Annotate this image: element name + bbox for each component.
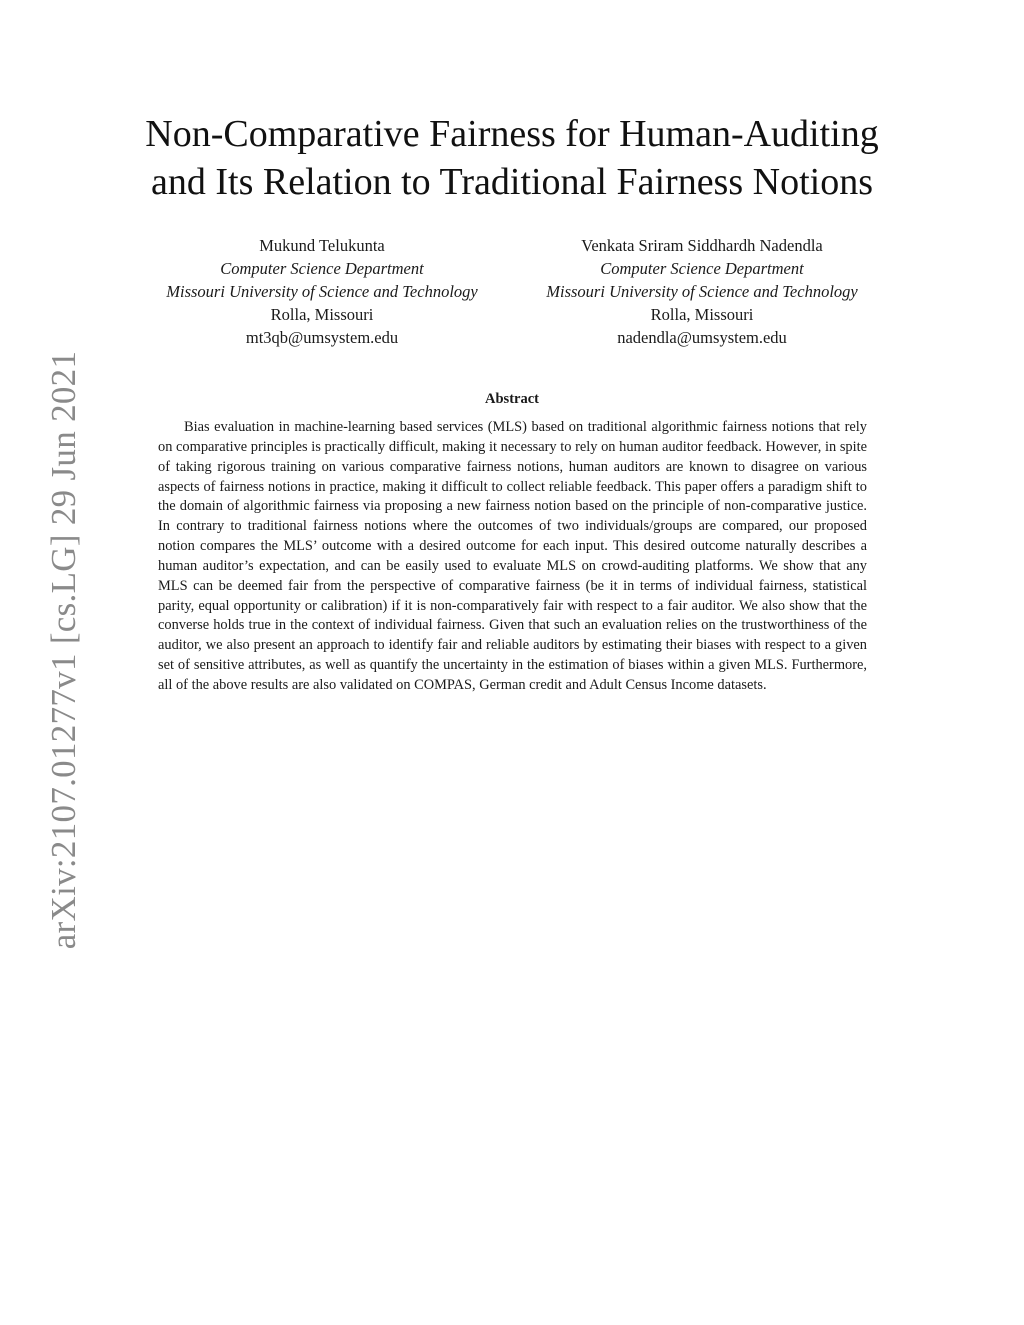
author-email: nadendla@umsystem.edu	[617, 328, 787, 347]
abstract-text: Bias evaluation in machine-learning based services (MLS) based on traditional algorithmic fairness notions that rely on comparative principles is practically difficult, making it necessary to rely on human auditor feedback. However, in spite of taking rigorous training on various comparative fairness notions, human auditors are known to disagree on various aspects of fairness notions in practice, making it difficult to collect reliable feedback. This paper offers a paradigm shift to the domain of algorithmic fairness via proposing a new fairness notion based on the principle of non-comparative justice. In contrary to traditional fairness notions where the outcomes of two individuals/groups are compared, our proposed notion compares the MLS’ outcome with a desired outcome for each input. This desired outcome naturally describes a human auditor’s expectation, and can be easily used to evaluate MLS on crowd-auditing platforms. We show that any MLS can be deemed fair from the perspective of comparative fairness (be it in terms of individual fairness, statistical parity, equal opportunity or calibration) if it is non-comparatively fair with respect to a fair auditor. We also show that the converse holds true in the context of individual fairness. Given that such an evaluation relies on the trustworthiness of the auditor, we also present an approach to identify fair and reliable auditors by estimating their biases with respect to a given set of sensitive attributes, as well as quantify the uncertainty in the estimation of biases within a given MLS. Furthermore, all of the above results are also validated on COMPAS, German credit and Adult Census Income datasets.	[158, 419, 867, 693]
arxiv-identifier: arXiv:2107.01277v1 [cs.LG] 29 Jun 2021	[44, 350, 83, 950]
abstract-heading: Abstract	[485, 391, 539, 407]
title-line-2: and Its Relation to Traditional Fairness Notions	[151, 161, 873, 203]
author-name: Mukund Telukunta	[259, 236, 385, 255]
title-line-1: Non-Comparative Fairness for Human-Auditing	[145, 113, 879, 155]
author-block-2	[512, 234, 892, 349]
author-department: Computer Science Department	[220, 259, 424, 278]
author-university: Missouri University of Science and Technology	[166, 282, 478, 301]
author-email: mt3qb@umsystem.edu	[245, 328, 399, 347]
paper-title	[80, 110, 944, 206]
author-university: Missouri University of Science and Technology	[546, 282, 858, 301]
author-location: Rolla, Missouri	[650, 305, 754, 324]
author-department: Computer Science Department	[600, 259, 804, 278]
author-location: Rolla, Missouri	[270, 305, 374, 324]
author-block-1	[132, 234, 512, 349]
author-name: Venkata Sriram Siddhardh Nadendla	[581, 236, 823, 255]
